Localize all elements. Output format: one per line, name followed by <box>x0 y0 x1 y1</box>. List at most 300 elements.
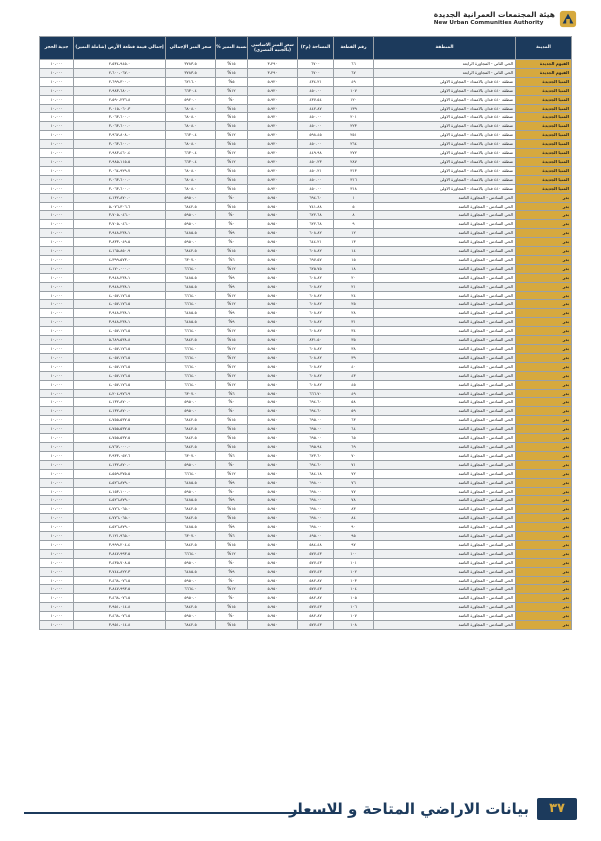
table-row <box>40 166 572 175</box>
cell-premium-percent: ١٥% <box>216 621 248 630</box>
cell-plot-size: ٦٦٦.٧٠ <box>298 389 334 398</box>
cell-city: المنيا الجديدة <box>516 157 572 166</box>
cell-premium-percent: ١٥% <box>216 60 248 69</box>
cell-city: بدر <box>516 371 572 380</box>
cell-premium-percent: ١٥% <box>216 247 248 256</box>
cell-base-price: ٥،٩٥٠ <box>248 273 298 282</box>
cell-area: الحي السادس - المجاورة الثامنة <box>374 434 516 443</box>
cell-booking-deposit: ١٠،٠٠٠ <box>40 220 74 229</box>
cell-plot-number: ٥٩ <box>334 407 374 416</box>
cell-premium-percent: ١٥% <box>216 434 248 443</box>
cell-total-meter-price: ٦٣٠٧.٠ <box>166 532 216 541</box>
cell-plot-number: ٢٥ <box>334 300 374 309</box>
page-header <box>0 0 601 36</box>
cell-total-plot-value: ٤،٥٢٦،٨٧٩.٠ <box>74 523 166 532</box>
cell-premium-percent: ٩% <box>216 318 248 327</box>
cell-base-price: ٥،٩٥٠ <box>248 442 298 451</box>
cell-area: الحي السادس - المجاورة الثامنة <box>374 380 516 389</box>
cell-total-meter-price: ٦٤٨٥.٥ <box>166 229 216 238</box>
cell-plot-size: ٤٤٢.٨٧ <box>298 104 334 113</box>
cell-city: بدر <box>516 558 572 567</box>
cell-plot-number: ٣١٣ <box>334 166 374 175</box>
cell-area: الحي السادس - المجاورة الثامنة <box>374 460 516 469</box>
cell-base-price: ٥،٩٢٠ <box>248 77 298 86</box>
cell-base-price: ٥،٩٥٠ <box>248 621 298 630</box>
cell-total-meter-price: ٦٦٦٤.٠ <box>166 362 216 371</box>
cell-plot-size: ٤٥٠.٠٠ <box>298 122 334 131</box>
cell-plot-size: ٦٩٨.٠٠ <box>298 514 334 523</box>
cell-booking-deposit: ١٠،٠٠٠ <box>40 211 74 220</box>
cell-premium-percent: ١٢% <box>216 291 248 300</box>
cell-booking-deposit: ١٠،٠٠٠ <box>40 336 74 345</box>
cell-premium-percent: ١٢% <box>216 157 248 166</box>
cell-plot-number: ٢٧٢ <box>334 149 374 158</box>
cell-area: الحي السادس - المجاورة الثامنة <box>374 193 516 202</box>
cell-plot-size: ٨٣١.٥٠ <box>298 336 334 345</box>
cell-area: الحي السادس - المجاورة الثامنة <box>374 567 516 576</box>
cell-area: الحي السادس - المجاورة الثامنة <box>374 407 516 416</box>
cell-total-meter-price: ٦٨٠٨.٠ <box>166 122 216 131</box>
cell-total-meter-price: ٦٤٨٥.٥ <box>166 496 216 505</box>
cell-city: المنيا الجديدة <box>516 122 572 131</box>
cell-total-plot-value: ٤،٥٢٦،٨٧٩.٠ <box>74 478 166 487</box>
cell-premium-percent: ٠% <box>216 558 248 567</box>
cell-plot-number: ٧١ <box>334 460 374 469</box>
table-row <box>40 255 572 264</box>
cell-booking-deposit: ١٠،٠٠٠ <box>40 380 74 389</box>
cell-total-meter-price: ٣٧٨٣.٥ <box>166 60 216 69</box>
table-row <box>40 282 572 291</box>
cell-total-plot-value: ٣،٠٦٣،٦٠٠.٠ <box>74 175 166 184</box>
cell-premium-percent: ١٢% <box>216 362 248 371</box>
cell-plot-number: ٣١ <box>334 318 374 327</box>
cell-area: الحي السادس - المجاورة الثامنة <box>374 451 516 460</box>
cell-booking-deposit: ١٠،٠٠٠ <box>40 309 74 318</box>
cell-plot-number: ١٠٢ <box>334 567 374 576</box>
cell-total-meter-price: ٦٦٦٤.٠ <box>166 264 216 273</box>
cell-plot-number: ٥٨ <box>334 398 374 407</box>
cell-area: الحي الثاني - المجاورة الرابعة <box>374 68 516 77</box>
cell-area: الحي السادس - المجاورة الثامنة <box>374 621 516 630</box>
cell-total-plot-value: ٣،٩٤٨،٢٣٨.١ <box>74 273 166 282</box>
cell-booking-deposit: ١٠،٠٠٠ <box>40 291 74 300</box>
cell-base-price: ٥،٩٥٠ <box>248 380 298 389</box>
cell-city: بدر <box>516 353 572 362</box>
cell-plot-number: ٨٤ <box>334 514 374 523</box>
cell-area: منطقة ٤٤٠ فدان بالامتداد - المجاورة الاولى <box>374 86 516 95</box>
cell-premium-percent: ١٢% <box>216 264 248 273</box>
cell-plot-size: ٦٠٨.٨٢ <box>298 327 334 336</box>
cell-city: بدر <box>516 211 572 220</box>
cell-total-plot-value: ٣،٤٣٥،٧٠٨.٥ <box>74 558 166 567</box>
cell-premium-percent: ٠% <box>216 594 248 603</box>
cell-area: منطقة ٤٤٠ فدان بالامتداد - المجاورة الاولى <box>374 149 516 158</box>
cell-plot-size: ٦٠٨.٨٢ <box>298 273 334 282</box>
cell-premium-percent: ٦% <box>216 389 248 398</box>
org-name-en: New Urban Communities Authority <box>433 20 544 26</box>
cell-city: المنيا الجديدة <box>516 175 572 184</box>
cell-total-plot-value: ٣،٩٣٣،٠٥٢.٦ <box>74 451 166 460</box>
cell-total-plot-value: ٤،٠٥٧،١٧٦.٥ <box>74 380 166 389</box>
cell-plot-number: ٤٣ <box>334 371 374 380</box>
cell-premium-percent: ٩% <box>216 496 248 505</box>
cell-base-price: ٥،٩٥٠ <box>248 603 298 612</box>
cell-premium-percent: ٩% <box>216 282 248 291</box>
cell-plot-size: ٥٨٢.٨٧ <box>298 594 334 603</box>
cell-total-plot-value: ٤،١٦٥،٨٥٠.٩ <box>74 247 166 256</box>
cell-plot-size: ٦٩٥.٠٠ <box>298 416 334 425</box>
cell-booking-deposit: ١٠،٠٠٠ <box>40 60 74 69</box>
cell-total-plot-value: ٥،٠٧٦،٣٠٦.٦ <box>74 202 166 211</box>
cell-area: الحي السادس - المجاورة الثامنة <box>374 603 516 612</box>
cell-total-meter-price: ٦٦٦٤.٠ <box>166 353 216 362</box>
cell-base-price: ٥،٩٥٠ <box>248 407 298 416</box>
cell-base-price: ٥،٩٥٠ <box>248 460 298 469</box>
cell-total-meter-price: ٦٤٨٥.٥ <box>166 523 216 532</box>
cell-area: الحي السادس - المجاورة الثامنة <box>374 585 516 594</box>
table-header <box>40 37 572 60</box>
cell-premium-percent: ٩% <box>216 309 248 318</box>
cell-area: الحي السادس - المجاورة الثامنة <box>374 282 516 291</box>
cell-total-meter-price: ٥٩٥٠.٠ <box>166 594 216 603</box>
cell-booking-deposit: ١٠،٠٠٠ <box>40 327 74 336</box>
table-row <box>40 211 572 220</box>
cell-city: المنيا الجديدة <box>516 166 572 175</box>
cell-plot-size: ٤٥٠.٠٠ <box>298 113 334 122</box>
cell-total-plot-value: ٤،٥٥٩،٣٧٥.٥ <box>74 469 166 478</box>
cell-total-meter-price: ٥٩٥٠.٠ <box>166 220 216 229</box>
cell-area: منطقة ٤٤٠ فدان بالامتداد - المجاورة الاولى <box>374 77 516 86</box>
cell-booking-deposit: ١٠،٠٠٠ <box>40 523 74 532</box>
cell-base-price: ٥،٩٥٠ <box>248 389 298 398</box>
cell-city: بدر <box>516 380 572 389</box>
cell-area: الحي السادس - المجاورة الثامنة <box>374 532 516 541</box>
table-row <box>40 442 572 451</box>
cell-city: بدر <box>516 434 572 443</box>
cell-city: بدر <box>516 255 572 264</box>
cell-total-plot-value: ٤،٣٩٩،٥٧٣.٠ <box>74 255 166 264</box>
cell-plot-number: ٢٥١ <box>334 131 374 140</box>
cell-premium-percent: ١٥% <box>216 425 248 434</box>
nuca-logo-icon <box>559 10 577 28</box>
table-row <box>40 416 572 425</box>
cell-total-meter-price: ٦٨٤٢.٥ <box>166 442 216 451</box>
cell-total-meter-price: ٦٢١٦.٠ <box>166 77 216 86</box>
cell-plot-size: ٥٧٧.٤٣ <box>298 567 334 576</box>
table-row <box>40 77 572 86</box>
cell-total-plot-value: ٣،٩٤٨،٢٣٨.١ <box>74 318 166 327</box>
cell-booking-deposit: ١٠،٠٠٠ <box>40 122 74 131</box>
table-row <box>40 291 572 300</box>
cell-booking-deposit: ١٠،٠٠٠ <box>40 202 74 211</box>
cell-total-meter-price: ٥٩٥٠.٠ <box>166 238 216 247</box>
cell-city: بدر <box>516 460 572 469</box>
cell-area: الحي السادس - المجاورة الثامنة <box>374 505 516 514</box>
cell-base-price: ٥،٩٥٠ <box>248 558 298 567</box>
cell-plot-size: ٦٠٨.٨٢ <box>298 345 334 354</box>
cell-total-meter-price: ٦٦٦٤.٠ <box>166 345 216 354</box>
cell-booking-deposit: ١٠،٠٠٠ <box>40 585 74 594</box>
cell-plot-size: ٦٠٨.٨٢ <box>298 282 334 291</box>
cell-city: بدر <box>516 300 572 309</box>
cell-plot-number: ١٤ <box>334 247 374 256</box>
cell-total-plot-value: ٤،٧٥٥،٥٣٧.٥ <box>74 434 166 443</box>
cell-city: بدر <box>516 229 572 238</box>
cell-premium-percent: ١٥% <box>216 442 248 451</box>
table-row <box>40 371 572 380</box>
cell-city: بدر <box>516 416 572 425</box>
cell-city: بدر <box>516 291 572 300</box>
cell-total-plot-value: ٣،٤٦٨،٠٧٦.٥ <box>74 612 166 621</box>
cell-booking-deposit: ١٠،٠٠٠ <box>40 532 74 541</box>
cell-city: بدر <box>516 327 572 336</box>
cell-premium-percent: ٠% <box>216 238 248 247</box>
cell-plot-number: ٢٨ <box>334 309 374 318</box>
cell-city: المنيا الجديدة <box>516 131 572 140</box>
cell-booking-deposit: ١٠،٠٠٠ <box>40 149 74 158</box>
cell-base-price: ٥،٩٢٠ <box>248 104 298 113</box>
cell-total-meter-price: ٦٨٠٨.٠ <box>166 104 216 113</box>
cell-total-plot-value: ٣،٧٤٤،٨٢٢.٣ <box>74 567 166 576</box>
cell-premium-percent: ٩% <box>216 478 248 487</box>
cell-total-meter-price: ٦٣٠٧.٠ <box>166 451 216 460</box>
cell-booking-deposit: ١٠،٠٠٠ <box>40 140 74 149</box>
cell-area: الحي السادس - المجاورة الثامنة <box>374 362 516 371</box>
cell-plot-number: ١٨ <box>334 264 374 273</box>
cell-premium-percent: ١٥% <box>216 505 248 514</box>
cell-plot-number: ١٠٠ <box>334 549 374 558</box>
cell-premium-percent: ١٢% <box>216 300 248 309</box>
cell-city: بدر <box>516 451 572 460</box>
cell-area: الحي السادس - المجاورة الثامنة <box>374 318 516 327</box>
cell-area: الحي السادس - المجاورة الثامنة <box>374 345 516 354</box>
cell-plot-number: ٤٥ <box>334 380 374 389</box>
cell-premium-percent: ٦% <box>216 255 248 264</box>
page-footer <box>0 796 601 826</box>
cell-city: بدر <box>516 220 572 229</box>
cell-city: بدر <box>516 469 572 478</box>
cell-total-meter-price: ٦٣٠٧.٠ <box>166 255 216 264</box>
cell-base-price: ٥،٩٥٠ <box>248 585 298 594</box>
cell-base-price: ٣،٢٩٠ <box>248 60 298 69</box>
cell-plot-number: ١٠٧ <box>334 86 374 95</box>
cell-total-meter-price: ٥٩٥٠.٠ <box>166 398 216 407</box>
cell-total-meter-price: ٥٩٥٠.٠ <box>166 576 216 585</box>
cell-total-meter-price: ٦٦٦٤.٠ <box>166 300 216 309</box>
cell-plot-size: ٤٥٠.٢٣ <box>298 157 334 166</box>
cell-total-plot-value: ٤،٠٥٧،١٧٦.٥ <box>74 371 166 380</box>
cell-booking-deposit: ١٠،٠٠٠ <box>40 567 74 576</box>
cell-plot-size: ٥٧٧.٤٣ <box>298 585 334 594</box>
cell-base-price: ٥،٩٥٠ <box>248 496 298 505</box>
cell-plot-number: ٢٢٣ <box>334 122 374 131</box>
cell-plot-number: ١٠٣ <box>334 576 374 585</box>
cell-booking-deposit: ١٠،٠٠٠ <box>40 371 74 380</box>
cell-plot-size: ٦٧٠٠ <box>298 60 334 69</box>
cell-total-meter-price: ٦٨٤٢.٥ <box>166 247 216 256</box>
cell-booking-deposit: ١٠،٠٠٠ <box>40 184 74 193</box>
cell-base-price: ٥،٩٥٠ <box>248 193 298 202</box>
cell-plot-size: ٤٥٠.٠٠ <box>298 175 334 184</box>
cell-plot-size: ٦٩٥.٠٠ <box>298 434 334 443</box>
cell-total-plot-value: ٣،١٢١،٩٦٥.٠ <box>74 532 166 541</box>
cell-area: الحي السادس - المجاورة الثامنة <box>374 425 516 434</box>
cell-plot-size: ٦٩٤.٦٠ <box>298 193 334 202</box>
cell-premium-percent: ٠% <box>216 487 248 496</box>
cell-premium-percent: ١٢% <box>216 345 248 354</box>
cell-booking-deposit: ١٠،٠٠٠ <box>40 478 74 487</box>
cell-total-meter-price: ٦٤٨٥.٥ <box>166 309 216 318</box>
cell-base-price: ٥،٩٢٠ <box>248 113 298 122</box>
cell-city: بدر <box>516 523 572 532</box>
cell-booking-deposit: ١٠،٠٠٠ <box>40 621 74 630</box>
cell-base-price: ٥،٩٢٠ <box>248 149 298 158</box>
cell-booking-deposit: ١٠،٠٠٠ <box>40 594 74 603</box>
cell-base-price: ٥،٩٥٠ <box>248 247 298 256</box>
cell-plot-number: ١٠٥ <box>334 594 374 603</box>
cell-plot-number: ٢٦٤ <box>334 140 374 149</box>
cell-base-price: ٥،٩٥٠ <box>248 594 298 603</box>
cell-city: الفيوم الجديدة <box>516 60 572 69</box>
cell-booking-deposit: ١٠،٠٠٠ <box>40 576 74 585</box>
cell-plot-size: ٤٤٩.٩٨ <box>298 149 334 158</box>
table-row <box>40 523 572 532</box>
cell-plot-number: ٣٤ <box>334 327 374 336</box>
table-row <box>40 300 572 309</box>
cell-base-price: ٥،٩٥٠ <box>248 469 298 478</box>
cell-base-price: ٥،٩٥٠ <box>248 371 298 380</box>
cell-city: بدر <box>516 273 572 282</box>
cell-total-plot-value: ٣،٠١٥،٠٦٠.٣ <box>74 104 166 113</box>
page-number: ٣٧ <box>537 798 577 820</box>
cell-total-plot-value: ٤،٠٥٧،١٧٦.٥ <box>74 353 166 362</box>
cell-premium-percent: ١٢% <box>216 327 248 336</box>
cell-base-price: ٥،٩٥٠ <box>248 478 298 487</box>
cell-plot-number: ٧٢ <box>334 469 374 478</box>
cell-city: بدر <box>516 193 572 202</box>
cell-city: المنيا الجديدة <box>516 149 572 158</box>
cell-plot-size: ٦٠٨.٨٢ <box>298 380 334 389</box>
cell-premium-percent: ١٥% <box>216 603 248 612</box>
cell-plot-number: ١ <box>334 193 374 202</box>
cell-plot-size: ٥٧٧.٤٣ <box>298 549 334 558</box>
cell-area: الحي السادس - المجاورة الثامنة <box>374 247 516 256</box>
cell-city: بدر <box>516 238 572 247</box>
cell-city: بدر <box>516 496 572 505</box>
cell-booking-deposit: ١٠،٠٠٠ <box>40 229 74 238</box>
cell-total-plot-value: ٤،١٣٢،٨٧٠.٠ <box>74 407 166 416</box>
cell-city: المنيا الجديدة <box>516 86 572 95</box>
cell-plot-number: ١٢ <box>334 229 374 238</box>
cell-total-plot-value: ٣،٩٥١،٠١٤.٨ <box>74 603 166 612</box>
cell-plot-number: ٣٩ <box>334 353 374 362</box>
table-row <box>40 264 572 273</box>
cell-city: بدر <box>516 567 572 576</box>
cell-total-meter-price: ٦٦٣٠.٤ <box>166 86 216 95</box>
cell-base-price: ٥،٩٥٠ <box>248 202 298 211</box>
table-row <box>40 238 572 247</box>
table-row <box>40 487 572 496</box>
cell-area: منطقة ٤٤٠ فدان بالامتداد - المجاورة الاولى <box>374 131 516 140</box>
cell-plot-number: ٨ <box>334 211 374 220</box>
cell-base-price: ٥،٩٥٠ <box>248 282 298 291</box>
cell-base-price: ٥،٩٥٠ <box>248 220 298 229</box>
cell-area: منطقة ٤٤٠ فدان بالامتداد - المجاورة الاولى <box>374 184 516 193</box>
cell-total-plot-value: ٤،٢٠٤،٩٧٦.٩ <box>74 389 166 398</box>
cell-plot-size: ٦٠٨.٨٢ <box>298 291 334 300</box>
cell-total-meter-price: ٦٦٦٤.٠ <box>166 585 216 594</box>
cell-area: الحي السادس - المجاورة الثامنة <box>374 273 516 282</box>
cell-booking-deposit: ١٠،٠٠٠ <box>40 398 74 407</box>
cell-total-meter-price: ٦٤٨٥.٥ <box>166 567 216 576</box>
table-row <box>40 122 572 131</box>
cell-premium-percent: ٩% <box>216 273 248 282</box>
cell-total-meter-price: ٦٦٦٤.٠ <box>166 291 216 300</box>
cell-booking-deposit: ١٠،٠٠٠ <box>40 389 74 398</box>
table-row <box>40 407 572 416</box>
table-row <box>40 540 572 549</box>
cell-area: الحي السادس - المجاورة الثامنة <box>374 336 516 345</box>
cell-total-plot-value: ٤،٠٥٧،١٧٦.٥ <box>74 300 166 309</box>
cell-base-price: ٥،٩٢٠ <box>248 95 298 104</box>
cell-plot-number: ٢١ <box>334 282 374 291</box>
cell-base-price: ٥،٩٥٠ <box>248 238 298 247</box>
cell-city: بدر <box>516 603 572 612</box>
cell-city: بدر <box>516 309 572 318</box>
cell-plot-size: ٦٩٨.٠٠ <box>298 505 334 514</box>
cell-city: بدر <box>516 621 572 630</box>
cell-area: الحي السادس - المجاورة الثامنة <box>374 371 516 380</box>
cell-total-meter-price: ٥٩٥٠.٠ <box>166 487 216 496</box>
cell-total-meter-price: ٣٧٨٣.٥ <box>166 68 216 77</box>
cell-total-meter-price: ٦٨٤٢.٥ <box>166 621 216 630</box>
cell-booking-deposit: ١٠،٠٠٠ <box>40 603 74 612</box>
cell-city: بدر <box>516 576 572 585</box>
cell-plot-size: ٦٩٥.٩٤ <box>298 442 334 451</box>
cell-area: منطقة ٤٤٠ فدان بالامتداد - المجاورة الاولى <box>374 95 516 104</box>
cell-city: بدر <box>516 398 572 407</box>
cell-total-meter-price: ٦٨٠٨.٠ <box>166 175 216 184</box>
table-row <box>40 149 572 158</box>
cell-total-meter-price: ٥٩٢٠.٠ <box>166 95 216 104</box>
land-prices-table <box>39 36 572 630</box>
cell-booking-deposit: ١٠،٠٠٠ <box>40 505 74 514</box>
cell-plot-number: ٩٥ <box>334 532 374 541</box>
cell-city: بدر <box>516 505 572 514</box>
cell-area: منطقة ٤٤٠ فدان بالامتداد - المجاورة الاولى <box>374 122 516 131</box>
cell-booking-deposit: ١٠،٠٠٠ <box>40 131 74 140</box>
cell-area: الحي السادس - المجاورة الثامنة <box>374 487 516 496</box>
cell-total-meter-price: ٥٩٥٠.٠ <box>166 211 216 220</box>
cell-premium-percent: ٥% <box>216 77 248 86</box>
cell-plot-size: ٥٨٢.٨٧ <box>298 576 334 585</box>
cell-total-plot-value: ٢،٥٣٤،٩٤٥.٠ <box>74 60 166 69</box>
cell-area: منطقة ٤٤٠ فدان بالامتداد - المجاورة الاولى <box>374 104 516 113</box>
table-row <box>40 460 572 469</box>
cell-booking-deposit: ١٠،٠٠٠ <box>40 255 74 264</box>
cell-base-price: ٥،٩٥٠ <box>248 434 298 443</box>
cell-total-meter-price: ٥٩٥٠.٠ <box>166 460 216 469</box>
cell-base-price: ٥،٩٢٠ <box>248 131 298 140</box>
cell-booking-deposit: ١٠،٠٠٠ <box>40 416 74 425</box>
cell-plot-size: ٥٧٧.٤٣ <box>298 558 334 567</box>
cell-booking-deposit: ١٠،٠٠٠ <box>40 362 74 371</box>
cell-area: منطقة ٤٤٠ فدان بالامتداد - المجاورة الاولى <box>374 175 516 184</box>
cell-booking-deposit: ١٠،٠٠٠ <box>40 282 74 291</box>
cell-plot-number: ١٠٦ <box>334 603 374 612</box>
cell-plot-number: ٤٩ <box>334 389 374 398</box>
cell-premium-percent: ١٢% <box>216 380 248 389</box>
